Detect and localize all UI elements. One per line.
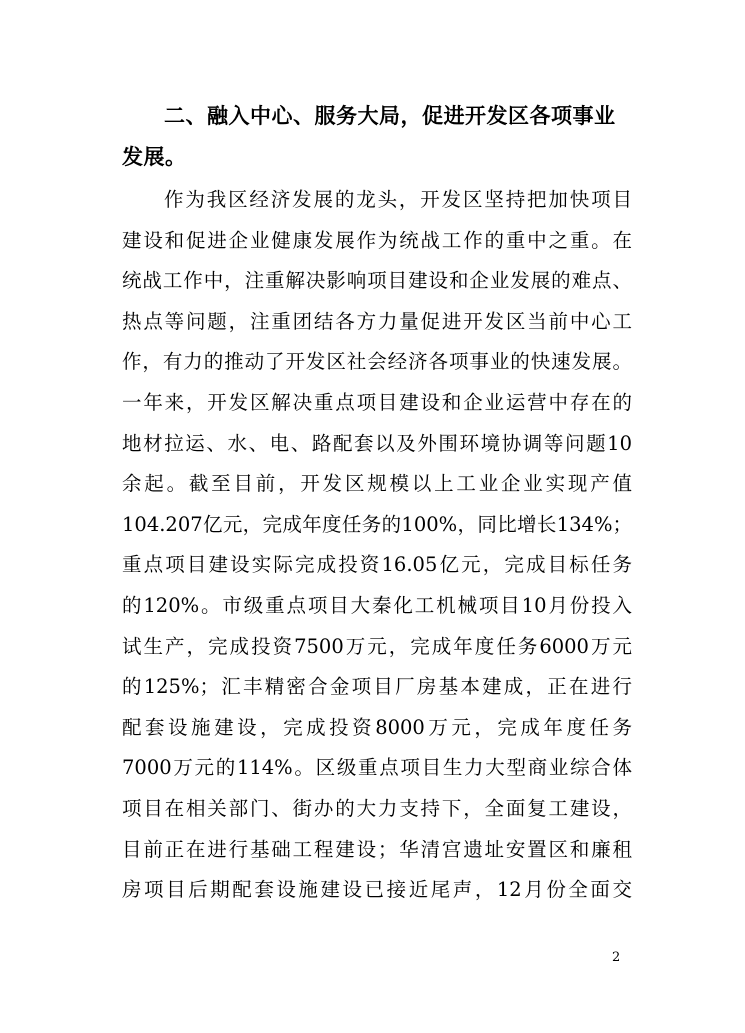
paragraph-line: 目前正在进行基础工程建设；华清宫遗址安置区和廉租 (122, 837, 632, 861)
paragraph-line: 建设和促进企业健康发展作为统战工作的重中之重。在 (122, 228, 632, 252)
paragraph-line: 试生产，完成投资7500万元，完成年度任务6000万元 (122, 634, 632, 658)
section-heading: 二、融入中心、服务大局，促进开发区各项事业发展。 (122, 104, 616, 169)
page-number: 2 (612, 950, 621, 965)
paragraph-line: 重点项目建设实际完成投资16.05亿元，完成目标任务 (122, 553, 632, 577)
paragraph-line: 统战工作中，注重解决影响项目建设和企业发展的难点、 (122, 269, 632, 293)
paragraph-line: 的125%；汇丰精密合金项目厂房基本建成，正在进行 (122, 675, 632, 699)
paragraph-line: 余起。截至目前，开发区规模以上工业企业实现产值 (122, 472, 632, 496)
paragraph-line: 一年来，开发区解决重点项目建设和企业运营中存在的 (122, 390, 632, 414)
body-paragraph (122, 180, 632, 911)
paragraph-line: 项目在相关部门、街办的大力支持下，全面复工建设， (122, 796, 632, 820)
paragraph-line: 作，有力的推动了开发区社会经济各项事业的快速发展。 (122, 350, 632, 374)
paragraph-line: 的120%。市级重点项目大秦化工机械项目10月份投入 (122, 593, 632, 617)
paragraph-line: 热点等问题，注重团结各方力量促进开发区当前中心工 (122, 309, 632, 333)
paragraph-line: 104.207亿元，完成年度任务的100%，同比增长134%； (122, 512, 632, 536)
paragraph-line: 7000万元的114%。区级重点项目生力大型商业综合体 (122, 756, 632, 780)
paragraph-line: 配套设施建设，完成投资8000万元，完成年度任务 (122, 715, 632, 739)
paragraph-line: 地材拉运、水、电、路配套以及外围环境协调等问题10 (122, 431, 632, 455)
paragraph-line: 房项目后期配套设施建设已接近尾声，12月份全面交 (122, 878, 632, 902)
paragraph-line: 作为我区经济发展的龙头，开发区坚持把加快项目 (164, 188, 632, 211)
